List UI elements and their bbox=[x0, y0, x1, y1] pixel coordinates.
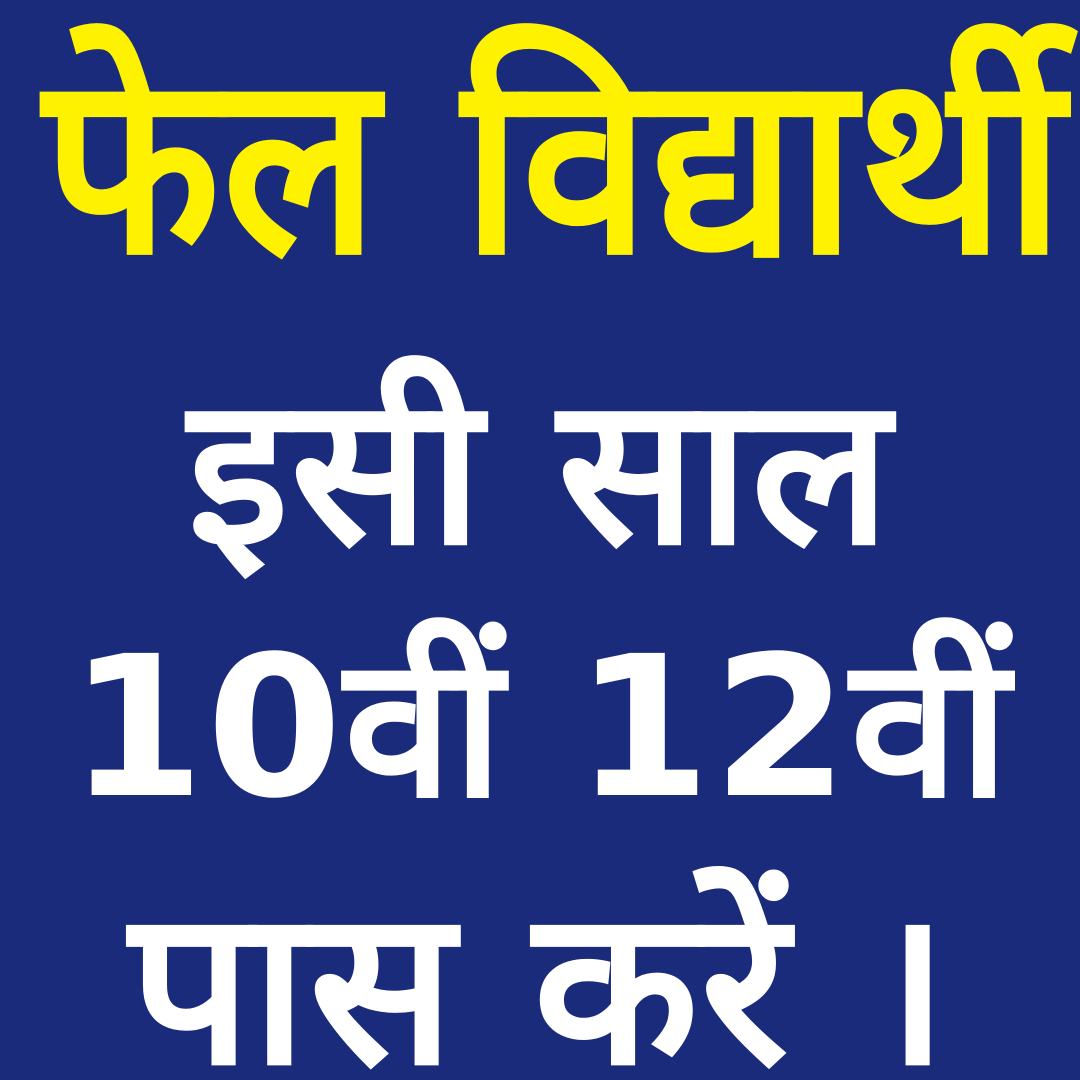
text-this-year: इसी साल bbox=[187, 353, 893, 591]
text-classes: 10वीं 12वीं bbox=[68, 614, 1012, 841]
text-pass: पास करें । bbox=[129, 862, 951, 1080]
headline-fail-students: फेल विद्यार्थी bbox=[43, 19, 1067, 310]
